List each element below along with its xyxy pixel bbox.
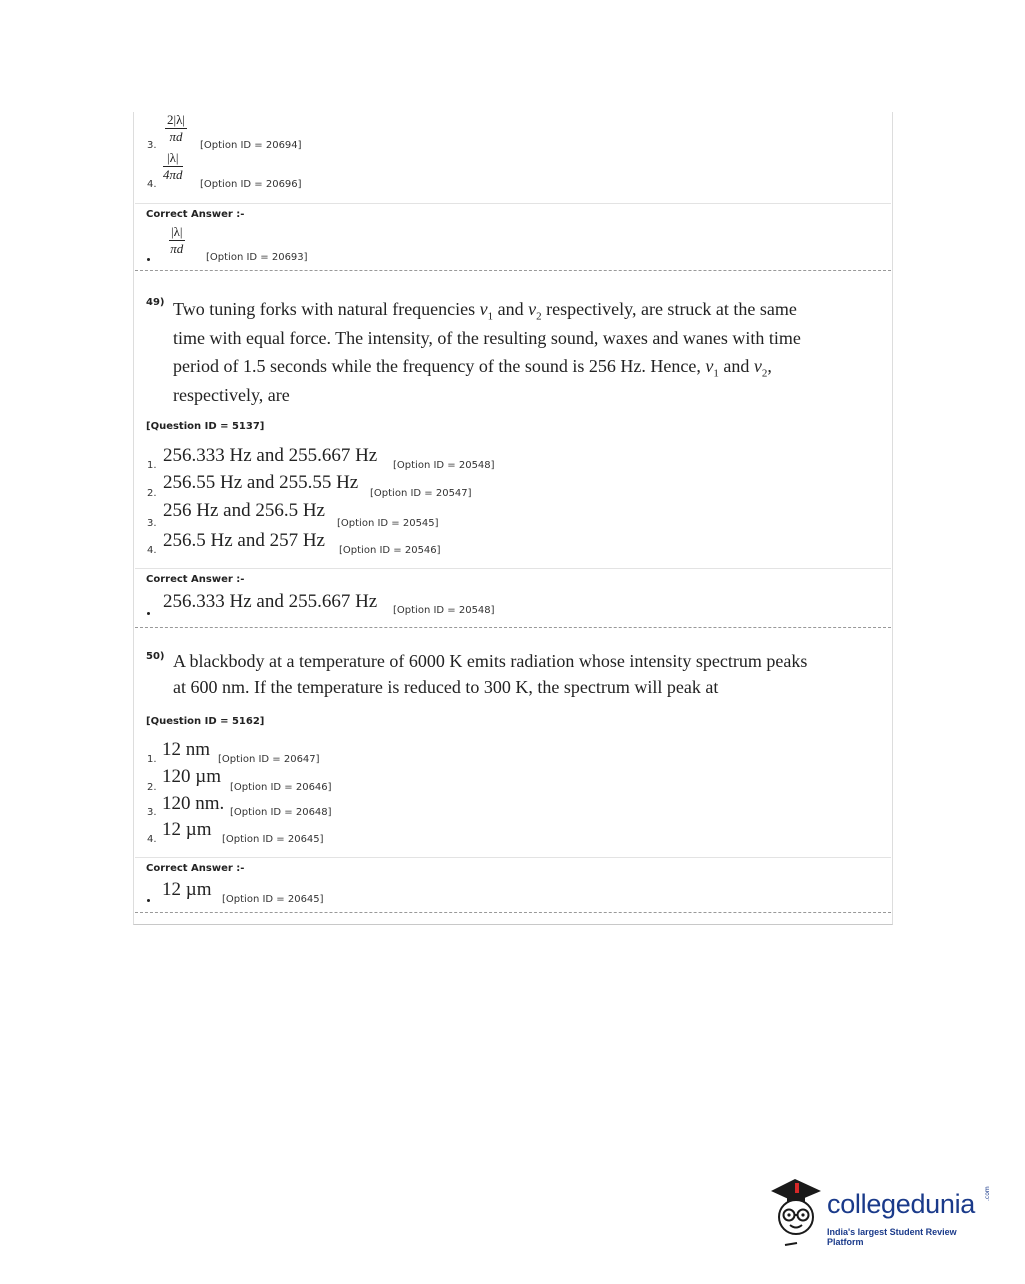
option-text: 256 Hz and 256.5 Hz bbox=[163, 500, 325, 521]
collegedunia-logo bbox=[765, 1175, 995, 1250]
question-separator bbox=[135, 912, 891, 913]
fraction-denominator: πd bbox=[169, 129, 183, 144]
option-number: 3. bbox=[147, 140, 157, 151]
brand-dotcom: .com bbox=[984, 1186, 991, 1201]
option-number: 1. bbox=[147, 460, 157, 471]
nu-symbol: ν bbox=[705, 356, 714, 376]
text: and bbox=[497, 299, 524, 319]
brand-tagline: India's largest Student Review Platform bbox=[827, 1227, 957, 1247]
option-id: [Option ID = 20696] bbox=[200, 179, 302, 190]
question-panel bbox=[133, 112, 893, 925]
question-separator bbox=[135, 270, 891, 271]
option-number: 1. bbox=[147, 754, 157, 765]
option-text: 256.5 Hz and 257 Hz bbox=[163, 530, 325, 551]
question-text-line: at 600 nm. If the temperature is reduced to 300 K, the spectrum will peak at bbox=[173, 677, 719, 697]
subscript: 1 bbox=[487, 310, 494, 323]
bullet bbox=[147, 258, 150, 261]
option-number: 4. bbox=[147, 179, 157, 190]
correct-fraction bbox=[169, 224, 185, 257]
option-id: [Option ID = 20547] bbox=[370, 488, 472, 499]
subscript: 2 bbox=[761, 367, 768, 380]
question-text-line: time with equal force. The intensity, of the resulting sound, waxes and wanes with time bbox=[173, 328, 801, 348]
brand-name: collegedunia bbox=[827, 1189, 976, 1219]
option-number: 3. bbox=[147, 518, 157, 529]
question-text-line: respectively, are bbox=[173, 385, 290, 405]
nu-symbol: ν bbox=[479, 299, 488, 319]
option-id: [Option ID = 20548] bbox=[393, 605, 495, 616]
question-number: 49) bbox=[146, 297, 165, 308]
divider bbox=[135, 857, 891, 858]
subscript: 2 bbox=[536, 310, 542, 323]
option-text: 120 nm. bbox=[162, 793, 225, 814]
option-text: 256.55 Hz and 255.55 Hz bbox=[163, 472, 359, 493]
correct-answer-text: 12 µm bbox=[162, 879, 212, 900]
option-id: [Option ID = 20548] bbox=[393, 460, 495, 471]
option-text: 120 µm bbox=[162, 766, 221, 787]
option-id: [Option ID = 20648] bbox=[230, 807, 332, 818]
correct-answer-label: Correct Answer :- bbox=[146, 209, 245, 220]
option-id: [Option ID = 20647] bbox=[218, 754, 320, 765]
option-text: 12 µm bbox=[162, 819, 212, 840]
fraction-denominator: 4πd bbox=[163, 167, 183, 182]
correct-answer-label: Correct Answer :- bbox=[146, 863, 245, 874]
divider bbox=[135, 203, 891, 204]
option-id: [Option ID = 20545] bbox=[337, 518, 439, 529]
correct-answer-text: 256.333 Hz and 255.667 Hz bbox=[163, 591, 378, 612]
option-number: 3. bbox=[147, 807, 157, 818]
text: respectively, are struck at the same bbox=[546, 299, 797, 319]
subscript: 1 bbox=[713, 367, 719, 380]
fraction-numerator: |λ| bbox=[171, 224, 183, 239]
question-separator bbox=[135, 627, 891, 628]
question-id: [Question ID = 5137] bbox=[146, 421, 265, 432]
option-text: 256.333 Hz and 255.667 Hz bbox=[163, 445, 378, 466]
question-id: [Question ID = 5162] bbox=[146, 716, 265, 727]
mascot-icon bbox=[765, 1175, 827, 1250]
nu-symbol: ν bbox=[528, 299, 537, 319]
nu-symbol: ν bbox=[753, 356, 762, 376]
fraction-numerator: 2|λ| bbox=[167, 112, 186, 127]
option-number: 2. bbox=[147, 782, 157, 793]
option-number: 2. bbox=[147, 488, 157, 499]
option-id: [Option ID = 20546] bbox=[339, 545, 441, 556]
option-id: [Option ID = 20645] bbox=[222, 834, 324, 845]
question-number: 50) bbox=[146, 651, 165, 662]
bullet bbox=[147, 612, 150, 615]
option-id: [Option ID = 20693] bbox=[206, 252, 308, 263]
text: Two tuning forks with natural frequencies bbox=[173, 299, 476, 319]
option-fraction bbox=[165, 112, 187, 145]
text: and bbox=[723, 356, 750, 376]
option-id: [Option ID = 20645] bbox=[222, 894, 324, 905]
text: period of 1.5 seconds while the frequency of the sound is 256 Hz. Hence, bbox=[173, 356, 701, 376]
bullet bbox=[147, 899, 150, 902]
option-number: 4. bbox=[147, 545, 157, 556]
text: , bbox=[767, 356, 772, 376]
question-text-line: A blackbody at a temperature of 6000 K emits radiation whose intensity spectrum peaks bbox=[173, 651, 808, 671]
option-fraction bbox=[163, 150, 183, 183]
divider bbox=[135, 568, 891, 569]
option-text: 12 nm bbox=[162, 739, 211, 760]
fraction-denominator: πd bbox=[170, 241, 184, 256]
fraction-numerator: |λ| bbox=[163, 150, 183, 167]
option-id: [Option ID = 20694] bbox=[200, 140, 302, 151]
option-number: 4. bbox=[147, 834, 157, 845]
correct-answer-label: Correct Answer :- bbox=[146, 574, 245, 585]
option-id: [Option ID = 20646] bbox=[230, 782, 332, 793]
